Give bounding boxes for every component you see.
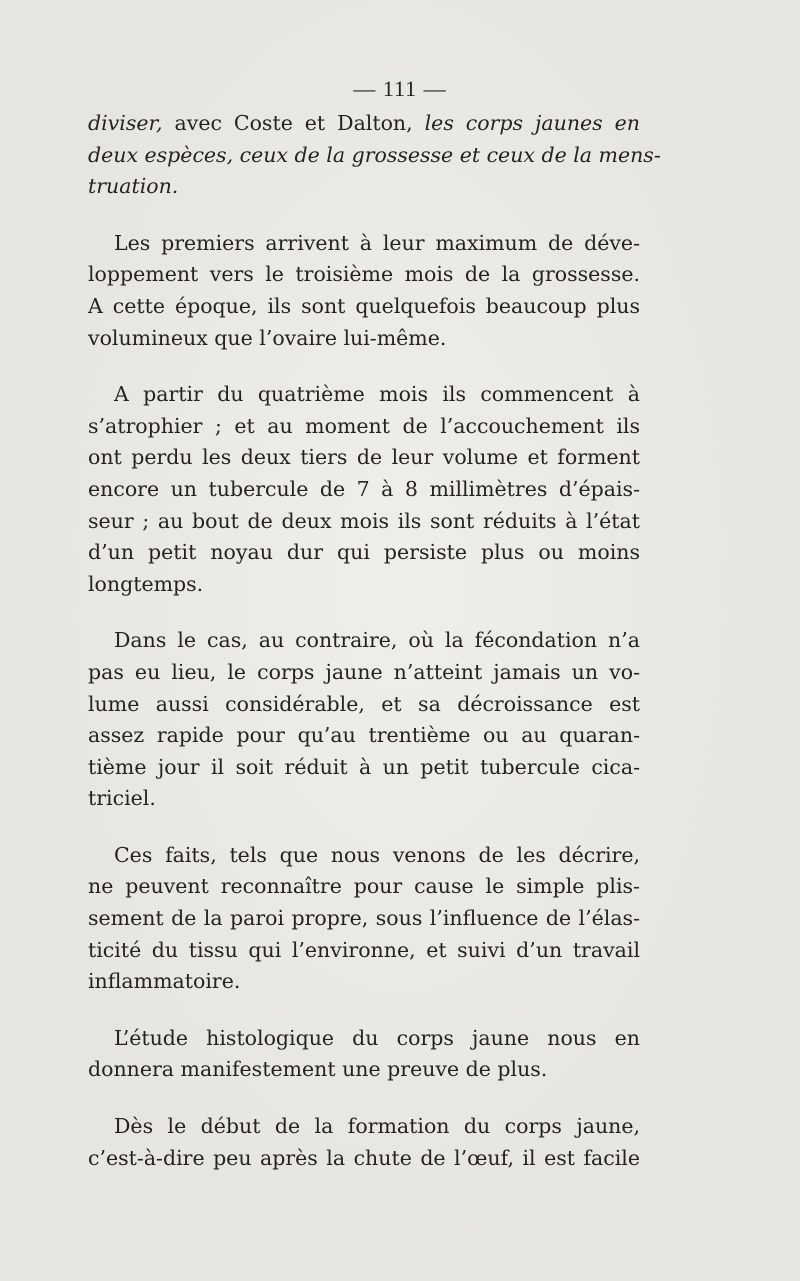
text-line: longtemps. xyxy=(88,571,204,596)
text-line: Dans le cas, au contraire, où la fécondation n’a xyxy=(114,628,640,653)
text-line: Les premiers arrivent à leur maximum de déve- xyxy=(114,230,640,255)
paragraph-4 xyxy=(88,625,640,815)
text-line: A partir du quatrième mois ils commencent à xyxy=(114,382,640,407)
text-line: d’un petit noyau dur qui persiste plus ou moins xyxy=(88,540,640,565)
text-line: donnera manifestement une preuve de plus. xyxy=(88,1057,548,1082)
text-line: loppement vers le troisième mois de la grossesse. xyxy=(88,262,640,287)
paragraph-5 xyxy=(88,840,640,998)
body-text xyxy=(88,108,661,1174)
paragraph-6 xyxy=(88,1023,640,1086)
text-line: A cette époque, ils sont quelquefois beaucoup plus xyxy=(88,293,640,318)
text-line: diviser, avec Coste et Dalton, les corps jaunes en xyxy=(88,111,640,135)
text-line: Dès le début de la formation du corps jaune, xyxy=(114,1114,640,1139)
page-number: — 111 — xyxy=(353,76,447,101)
text-line: lume aussi considérable, et sa décroissance est xyxy=(88,691,640,716)
text-line: sement de la paroi propre, sous l’influence de l’élas- xyxy=(88,906,640,931)
text-line: triciel. xyxy=(88,786,156,811)
text-line: tième jour il soit réduit à un petit tubercule cica- xyxy=(88,754,640,779)
text-line: ticité du tissu qui l’environne, et suivi d’un travail xyxy=(88,937,640,962)
text-line: ne peuvent reconnaître pour cause le simple plis- xyxy=(88,874,640,899)
paragraph-2 xyxy=(88,228,640,354)
text-line: Ces faits, tels que nous venons de les décrire, xyxy=(114,842,640,867)
text-line: truation. xyxy=(88,174,179,199)
text-line: s’atrophier ; et au moment de l’accouchement ils xyxy=(88,413,640,438)
text-line: encore un tubercule de 7 à 8 millimètres d’épais- xyxy=(88,476,640,501)
text-line: assez rapide pour qu’au trentième ou au quaran- xyxy=(88,723,640,748)
text-line: volumineux que l’ovaire lui-même. xyxy=(88,325,447,350)
text-line: L’étude histologique du corps jaune nous en xyxy=(114,1025,640,1050)
text-line: c’est-à-dire peu après la chute de l’œuf, il est facile xyxy=(88,1145,640,1170)
paragraph-7 xyxy=(88,1111,640,1174)
text-line: seur ; au bout de deux mois ils sont réduits à l’état xyxy=(88,508,640,533)
text-line: pas eu lieu, le corps jaune n’atteint jamais un vo- xyxy=(88,659,640,684)
text-line: inflammatoire. xyxy=(88,969,241,994)
text-line: deux espèces, ceux de la grossesse et ceux de la mens- xyxy=(88,142,661,167)
text-line: ont perdu les deux tiers de leur volume et forment xyxy=(88,445,640,470)
paragraph-3 xyxy=(88,379,640,600)
paragraph-1 xyxy=(88,108,661,203)
